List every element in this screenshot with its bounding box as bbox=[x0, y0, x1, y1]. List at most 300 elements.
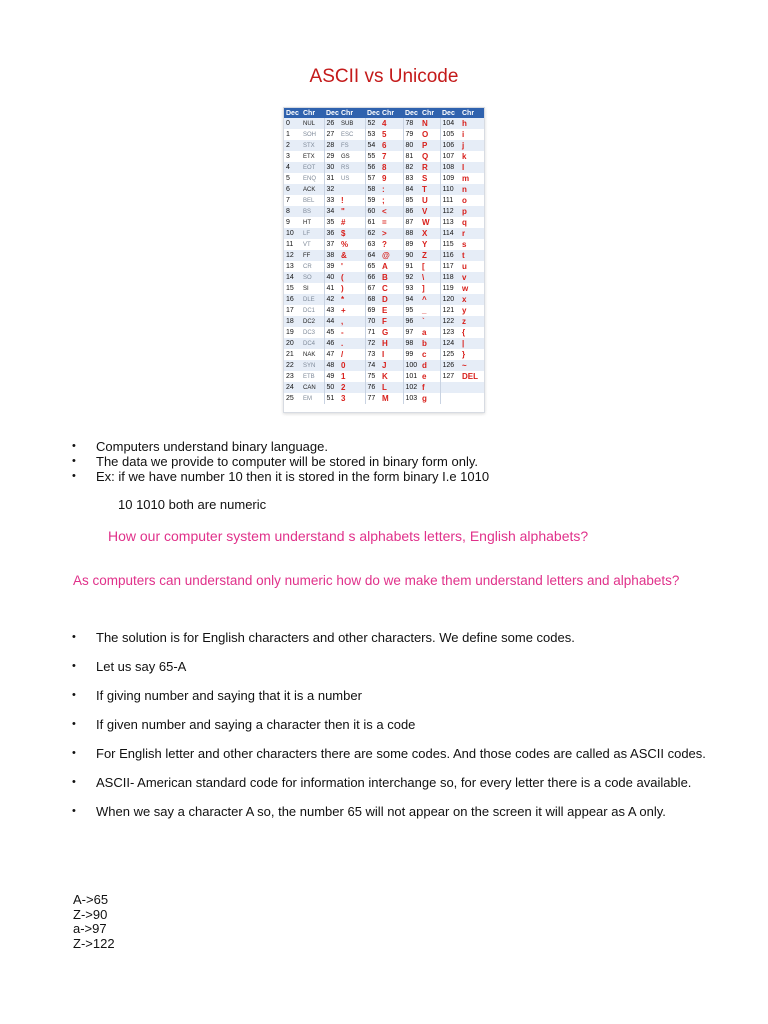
table-cell: SUB bbox=[339, 118, 365, 129]
table-cell: 97 bbox=[405, 329, 414, 336]
table-cell: 29 bbox=[326, 153, 335, 160]
table-cell: 42 bbox=[324, 294, 339, 305]
table-cell: c bbox=[420, 349, 440, 360]
table-cell: 104 bbox=[440, 118, 460, 129]
table-cell: E bbox=[380, 305, 403, 316]
table-cell: w bbox=[462, 284, 469, 293]
table-cell: 38 bbox=[324, 250, 339, 261]
table-cell: 87 bbox=[405, 219, 414, 226]
list-item: • Let us say 65-A bbox=[72, 659, 712, 674]
table-cell: P bbox=[420, 140, 440, 151]
table-cell: 92 bbox=[403, 272, 420, 283]
table-cell: 1 bbox=[286, 131, 290, 138]
table-cell: 123 bbox=[442, 329, 455, 336]
table-cell: 114 bbox=[440, 228, 460, 239]
table-cell: a bbox=[420, 327, 440, 338]
table-cell: 116 bbox=[440, 250, 460, 261]
table-cell: 28 bbox=[324, 140, 339, 151]
column-header: Dec bbox=[284, 108, 301, 118]
table-cell: 103 bbox=[405, 395, 418, 402]
table-cell: LF bbox=[301, 228, 324, 239]
table-cell: 63 bbox=[367, 241, 376, 248]
table-cell: r bbox=[460, 228, 484, 239]
table-cell: 60 bbox=[365, 206, 380, 217]
table-cell: b bbox=[420, 338, 440, 349]
table-row bbox=[284, 206, 484, 217]
list-item: • The solution is for English characters and other characters. We define some codes. bbox=[72, 630, 712, 645]
table-cell: 5 bbox=[380, 129, 403, 140]
table-cell: G bbox=[380, 327, 403, 338]
table-cell: 124 bbox=[440, 338, 460, 349]
table-cell: 127 bbox=[442, 373, 455, 380]
table-cell: 10 bbox=[284, 228, 301, 239]
table-cell: STX bbox=[301, 140, 324, 151]
table-cell: 21 bbox=[286, 351, 294, 358]
table-cell: R bbox=[420, 162, 440, 173]
table-cell: 12 bbox=[284, 250, 301, 261]
table-cell: 3 bbox=[339, 393, 365, 404]
table-row bbox=[284, 140, 484, 151]
table-cell: L bbox=[380, 382, 403, 393]
table-cell: l bbox=[460, 162, 484, 173]
table-cell: 69 bbox=[367, 307, 376, 314]
table-row bbox=[284, 294, 484, 305]
table-cell: N bbox=[420, 118, 440, 129]
table-cell: 74 bbox=[365, 360, 380, 371]
table-cell: 89 bbox=[405, 241, 414, 248]
table-row bbox=[284, 118, 484, 129]
table-cell: SO bbox=[301, 272, 324, 283]
table-cell: ) bbox=[339, 283, 365, 294]
table-cell: ETB bbox=[301, 371, 324, 382]
table-cell: 9 bbox=[380, 173, 403, 184]
table-cell: * bbox=[339, 294, 365, 305]
table-cell: # bbox=[339, 217, 365, 228]
table-cell: FS bbox=[339, 140, 365, 151]
table-cell: 9 bbox=[286, 219, 290, 226]
table-cell: : bbox=[380, 184, 403, 195]
table-cell bbox=[460, 393, 484, 404]
table-row bbox=[284, 151, 484, 162]
table-row bbox=[284, 217, 484, 228]
table-cell bbox=[460, 382, 484, 393]
table-cell: 56 bbox=[365, 162, 380, 173]
table-cell: 27 bbox=[326, 131, 335, 138]
table-cell: CAN bbox=[301, 382, 324, 393]
table-cell: DEL bbox=[462, 372, 478, 381]
table-cell: 95 bbox=[405, 307, 414, 314]
table-cell: = bbox=[380, 217, 403, 228]
table-cell: d bbox=[420, 360, 440, 371]
table-row bbox=[284, 393, 484, 404]
table-cell: Z bbox=[420, 250, 440, 261]
table-cell: 86 bbox=[403, 206, 420, 217]
table-cell: RS bbox=[339, 162, 365, 173]
table-cell: 102 bbox=[403, 382, 420, 393]
table-cell: 7 bbox=[380, 151, 403, 162]
table-row bbox=[284, 349, 484, 360]
mapping-line: A->65 bbox=[73, 892, 109, 907]
list-item: • When we say a character A so, the number 65 will not appear on the screen it will appear as A only. bbox=[72, 804, 712, 819]
table-cell: 24 bbox=[284, 382, 301, 393]
table-cell: I bbox=[380, 349, 403, 360]
table-cell: 100 bbox=[403, 360, 420, 371]
table-cell: 48 bbox=[324, 360, 339, 371]
table-cell: 5 bbox=[286, 175, 290, 182]
table-cell: 115 bbox=[442, 241, 454, 248]
table-cell: 83 bbox=[405, 175, 414, 182]
table-cell: 31 bbox=[326, 175, 335, 182]
table-cell: 113 bbox=[442, 219, 454, 226]
main-bullet-list bbox=[72, 630, 712, 833]
table-cell: 117 bbox=[442, 263, 454, 270]
table-cell: 54 bbox=[365, 140, 380, 151]
table-cell: g bbox=[420, 393, 440, 404]
table-cell: 49 bbox=[326, 373, 335, 380]
table-cell: 76 bbox=[365, 382, 380, 393]
table-cell: j bbox=[460, 140, 484, 151]
table-row bbox=[284, 250, 484, 261]
table-cell: q bbox=[462, 218, 467, 227]
table-cell: 73 bbox=[367, 351, 376, 358]
table-cell: u bbox=[462, 262, 467, 271]
table-row bbox=[284, 316, 484, 327]
table-cell: J bbox=[380, 360, 403, 371]
numeric-note: 10 1010 both are numeric bbox=[118, 497, 267, 512]
table-cell: 96 bbox=[403, 316, 420, 327]
page-title: ASCII vs Unicode bbox=[309, 66, 459, 87]
table-cell: . bbox=[339, 338, 365, 349]
table-cell: C bbox=[380, 283, 403, 294]
table-cell: HT bbox=[301, 217, 324, 228]
table-cell: 7 bbox=[286, 197, 290, 204]
table-cell: 81 bbox=[405, 153, 414, 160]
table-cell: 107 bbox=[442, 153, 455, 160]
list-item: • The data we provide to computer will be stored in binary form only. bbox=[72, 454, 712, 469]
table-cell: V bbox=[420, 206, 440, 217]
table-cell: 0 bbox=[339, 360, 365, 371]
table-cell: ENQ bbox=[301, 173, 324, 184]
question-paragraph: As computers can understand only numeric how do we make them understand letters and alphabets? bbox=[73, 573, 680, 588]
table-cell: 65 bbox=[367, 263, 376, 270]
list-item: • Computers understand binary language. bbox=[72, 439, 712, 454]
table-cell: Q bbox=[420, 151, 440, 162]
table-cell: 85 bbox=[405, 197, 414, 204]
column-header: Chr bbox=[339, 108, 365, 118]
table-cell: 53 bbox=[367, 131, 376, 138]
table-cell: 82 bbox=[403, 162, 420, 173]
table-cell: 101 bbox=[405, 373, 418, 380]
table-cell: 50 bbox=[324, 382, 339, 393]
table-cell: DC4 bbox=[301, 338, 324, 349]
table-cell: 109 bbox=[442, 175, 455, 182]
table-cell: \ bbox=[420, 272, 440, 283]
table-cell: 19 bbox=[286, 329, 294, 336]
table-cell: - bbox=[339, 327, 365, 338]
table-cell: / bbox=[339, 349, 365, 360]
column-header: Chr bbox=[460, 108, 484, 118]
table-cell: & bbox=[339, 250, 365, 261]
table-cell: | bbox=[460, 338, 484, 349]
table-cell: U bbox=[420, 195, 440, 206]
table-cell: v bbox=[460, 272, 484, 283]
table-cell: 43 bbox=[326, 307, 335, 314]
column-header: Dec bbox=[326, 109, 339, 117]
table-cell: s bbox=[462, 240, 467, 249]
column-header: Chr bbox=[301, 108, 324, 118]
table-cell: 14 bbox=[284, 272, 301, 283]
table-cell: D bbox=[380, 294, 403, 305]
ascii-table-header bbox=[284, 108, 484, 118]
table-cell: 18 bbox=[284, 316, 301, 327]
table-cell: 118 bbox=[440, 272, 460, 283]
ascii-table-figure bbox=[283, 107, 485, 413]
table-cell: 84 bbox=[403, 184, 420, 195]
table-row bbox=[284, 261, 484, 272]
table-cell: } bbox=[462, 350, 466, 359]
table-cell: f bbox=[420, 382, 440, 393]
table-cell: ACK bbox=[301, 184, 324, 195]
table-cell: 32 bbox=[324, 184, 339, 195]
table-cell: GS bbox=[339, 151, 365, 162]
table-cell: 71 bbox=[367, 329, 376, 336]
table-cell: EM bbox=[301, 393, 324, 404]
table-cell: 67 bbox=[367, 285, 376, 292]
table-cell: 51 bbox=[326, 395, 335, 402]
table-cell: S bbox=[420, 173, 440, 184]
table-row bbox=[284, 239, 484, 250]
table-cell: 8 bbox=[284, 206, 301, 217]
table-cell: z bbox=[460, 316, 484, 327]
table-cell: 34 bbox=[324, 206, 339, 217]
table-cell: @ bbox=[380, 250, 403, 261]
table-cell: 15 bbox=[286, 285, 294, 292]
table-cell: 110 bbox=[440, 184, 460, 195]
table-cell: BS bbox=[301, 206, 324, 217]
table-cell: 33 bbox=[326, 197, 335, 204]
table-cell: SI bbox=[301, 283, 324, 294]
table-cell: 3 bbox=[286, 153, 290, 160]
table-cell: 90 bbox=[403, 250, 420, 261]
table-cell: 72 bbox=[365, 338, 380, 349]
table-cell: n bbox=[460, 184, 484, 195]
table-cell: 17 bbox=[286, 307, 294, 314]
table-cell: 77 bbox=[367, 395, 376, 402]
table-row bbox=[284, 305, 484, 316]
table-cell: 125 bbox=[442, 351, 455, 358]
table-cell: DC3 bbox=[301, 327, 324, 338]
table-cell: 13 bbox=[286, 263, 294, 270]
table-cell: FF bbox=[301, 250, 324, 261]
list-item: • If given number and saying a character then it is a code bbox=[72, 717, 712, 732]
list-item: • For English letter and other characters there are some codes. And those codes are called as ASCII codes. bbox=[72, 746, 712, 761]
table-cell: 64 bbox=[365, 250, 380, 261]
table-cell: 98 bbox=[403, 338, 420, 349]
table-cell: x bbox=[460, 294, 484, 305]
ascii-table-body bbox=[284, 118, 484, 404]
intro-bullet-list bbox=[72, 439, 712, 484]
table-cell: 80 bbox=[403, 140, 420, 151]
table-cell: 57 bbox=[367, 175, 376, 182]
table-cell: m bbox=[462, 174, 470, 183]
table-cell: 8 bbox=[380, 162, 403, 173]
table-cell: o bbox=[462, 196, 467, 205]
table-cell: 36 bbox=[324, 228, 339, 239]
table-cell: ! bbox=[339, 195, 365, 206]
table-cell: 2 bbox=[284, 140, 301, 151]
column-header: Chr bbox=[420, 108, 440, 118]
table-cell: O bbox=[420, 129, 440, 140]
table-cell: DLE bbox=[301, 294, 324, 305]
table-cell: 35 bbox=[326, 219, 335, 226]
list-item: • If giving number and saying that it is a number bbox=[72, 688, 712, 703]
table-row bbox=[284, 360, 484, 371]
table-row bbox=[284, 129, 484, 140]
table-cell: 122 bbox=[440, 316, 460, 327]
table-row bbox=[284, 228, 484, 239]
table-cell: 126 bbox=[440, 360, 460, 371]
table-cell: H bbox=[380, 338, 403, 349]
table-cell: " bbox=[339, 206, 365, 217]
table-cell: 121 bbox=[442, 307, 455, 314]
table-cell: NUL bbox=[301, 118, 324, 129]
table-cell: 61 bbox=[367, 219, 376, 226]
table-cell: ; bbox=[380, 195, 403, 206]
table-cell: y bbox=[462, 306, 467, 315]
table-cell: ^ bbox=[420, 294, 440, 305]
list-item: • ASCII- American standard code for information interchange so, for every letter there is a code available. bbox=[72, 775, 712, 790]
table-row bbox=[284, 327, 484, 338]
table-cell: 66 bbox=[365, 272, 380, 283]
table-row bbox=[284, 283, 484, 294]
table-cell: DC2 bbox=[301, 316, 324, 327]
table-cell: k bbox=[462, 152, 467, 161]
table-cell: 6 bbox=[380, 140, 403, 151]
table-cell: 91 bbox=[405, 263, 414, 270]
table-cell: T bbox=[420, 184, 440, 195]
table-cell: 108 bbox=[440, 162, 460, 173]
column-header: Dec bbox=[403, 108, 420, 118]
column-header: Dec bbox=[440, 108, 460, 118]
table-cell: 23 bbox=[286, 373, 294, 380]
mapping-line: a->97 bbox=[73, 921, 107, 936]
question-heading: How our computer system understand s alphabets letters, English alphabets? bbox=[108, 528, 589, 544]
table-cell: 79 bbox=[405, 131, 414, 138]
table-cell: 62 bbox=[365, 228, 380, 239]
table-cell: 99 bbox=[405, 351, 414, 358]
table-cell: DC1 bbox=[301, 305, 324, 316]
column-header: Chr bbox=[380, 108, 403, 118]
table-cell: ` bbox=[420, 316, 440, 327]
table-cell: 37 bbox=[326, 241, 335, 248]
table-cell: K bbox=[380, 371, 403, 382]
mapping-line: Z->122 bbox=[73, 935, 115, 951]
table-cell: 16 bbox=[284, 294, 301, 305]
table-cell bbox=[339, 184, 365, 195]
table-cell: 105 bbox=[442, 131, 455, 138]
table-cell: Y bbox=[420, 239, 440, 250]
table-cell: 4 bbox=[284, 162, 301, 173]
ascii-table bbox=[284, 108, 484, 404]
table-cell: 26 bbox=[324, 118, 339, 129]
table-cell: CR bbox=[301, 261, 324, 272]
table-cell: { bbox=[462, 328, 466, 337]
table-cell bbox=[440, 393, 460, 404]
table-cell: ' bbox=[339, 261, 365, 272]
table-cell: 40 bbox=[324, 272, 339, 283]
table-cell: X bbox=[420, 228, 440, 239]
table-cell: 75 bbox=[367, 373, 376, 380]
table-cell: > bbox=[380, 228, 403, 239]
table-cell: VT bbox=[301, 239, 324, 250]
table-cell: SYN bbox=[301, 360, 324, 371]
table-row bbox=[284, 371, 484, 382]
table-cell: ? bbox=[380, 239, 403, 250]
table-cell: 120 bbox=[440, 294, 460, 305]
table-cell: 119 bbox=[442, 285, 454, 292]
table-cell: $ bbox=[339, 228, 365, 239]
table-row bbox=[284, 382, 484, 393]
table-cell: 39 bbox=[326, 263, 335, 270]
table-cell: 30 bbox=[324, 162, 339, 173]
code-mappings bbox=[73, 893, 115, 951]
table-row bbox=[284, 162, 484, 173]
table-cell: W bbox=[420, 217, 440, 228]
table-cell: 88 bbox=[403, 228, 420, 239]
table-cell: e bbox=[420, 371, 440, 382]
table-cell: t bbox=[460, 250, 484, 261]
table-cell bbox=[440, 382, 460, 393]
table-cell: ESC bbox=[339, 129, 365, 140]
table-cell: _ bbox=[420, 305, 440, 316]
table-cell: h bbox=[460, 118, 484, 129]
table-cell: ( bbox=[339, 272, 365, 283]
table-cell: [ bbox=[420, 261, 440, 272]
table-cell: p bbox=[460, 206, 484, 217]
table-cell: 44 bbox=[324, 316, 339, 327]
table-cell: 47 bbox=[326, 351, 335, 358]
table-row bbox=[284, 184, 484, 195]
table-cell: 111 bbox=[442, 197, 454, 204]
table-cell: 4 bbox=[380, 118, 403, 129]
table-cell: 6 bbox=[284, 184, 301, 195]
table-cell: 106 bbox=[440, 140, 460, 151]
table-cell: EOT bbox=[301, 162, 324, 173]
table-cell: 94 bbox=[403, 294, 420, 305]
table-cell: M bbox=[380, 393, 403, 404]
table-cell: ~ bbox=[460, 360, 484, 371]
table-cell: 2 bbox=[339, 382, 365, 393]
column-header: Dec bbox=[367, 109, 380, 117]
table-cell: NAK bbox=[301, 349, 324, 360]
table-cell: 68 bbox=[365, 294, 380, 305]
table-cell: 11 bbox=[286, 241, 294, 248]
table-cell: + bbox=[339, 305, 365, 316]
table-cell: 93 bbox=[405, 285, 414, 292]
table-cell: 78 bbox=[403, 118, 420, 129]
table-cell: ] bbox=[420, 283, 440, 294]
table-cell: B bbox=[380, 272, 403, 283]
table-cell: 45 bbox=[326, 329, 335, 336]
table-cell: A bbox=[380, 261, 403, 272]
table-cell: i bbox=[462, 130, 465, 139]
table-cell: 46 bbox=[324, 338, 339, 349]
table-cell: BEL bbox=[301, 195, 324, 206]
table-cell: < bbox=[380, 206, 403, 217]
table-cell: % bbox=[339, 239, 365, 250]
table-cell: SOH bbox=[301, 129, 324, 140]
table-cell: , bbox=[339, 316, 365, 327]
